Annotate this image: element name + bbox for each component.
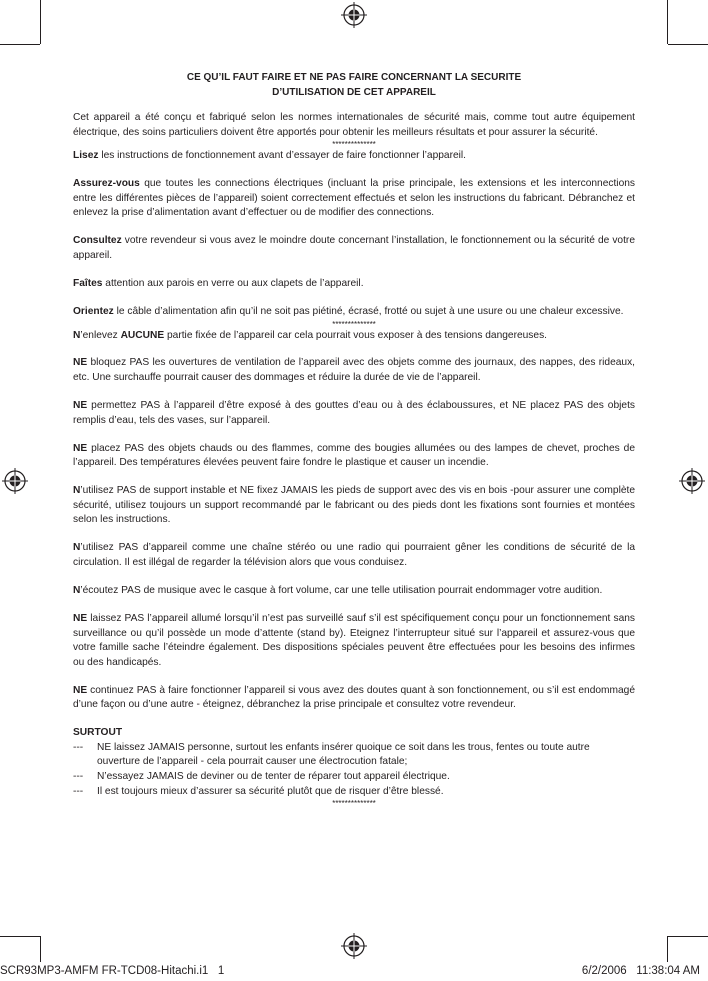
paragraph-driving	[73, 541, 635, 570]
paragraph-ventilation	[73, 356, 635, 385]
separator: **************	[332, 140, 376, 150]
crop-mark	[40, 0, 41, 44]
paragraph-unattended	[73, 612, 635, 670]
list-item-text: N’essayez JAMAIS de deviner ou de tenter de réparer tout appareil électrique.	[97, 771, 450, 783]
paragraph-lead: N	[73, 542, 81, 554]
paragraph-text: laissez PAS l’appareil allumé lorsqu’il n’est pas surveillé sauf s’il est spécifiquement conçu pour un fonctionnement sans surveillance ou qu’il possède un mode d’attente (stand by). Eteignez l’interrupteur situé sur l’appareil et assurez-vous que votre famille sache l’éteindre également. Des dispositions spéciales peuvent être effectuées pour les besoins des infirmes ou des handicapés.	[73, 612, 635, 668]
paragraph-text: partie fixée de l’appareil car cela pourrait vous exposer à des tensions dangereuses.	[164, 329, 547, 341]
paragraph-lead: NE	[73, 442, 88, 454]
paragraph-lead: NE	[73, 612, 88, 624]
paragraph-text: attention aux parois en verre ou aux clapets de l’appareil.	[102, 277, 364, 289]
crop-mark	[0, 44, 40, 45]
paragraph-text: ’utilisez PAS de support instable et NE fixez JAMAIS les pieds de support avec des vis en bois -pour assurer une complète sécurité, utilisez toujours un support recommandé par le fabricant ou des pieds dont les fixations sont fournies et montées selon les instructions.	[73, 485, 635, 526]
paragraph-text: que toutes les connections électriques (incluant la prise principale, les extensions et les interconnections entre les différentes pièces de l’appareil) soient correctement effectués et selon les instructions du fabricant. Débranchez et enlevez la prise d’alimentation avant d’effectuer ou de modifier des connections.	[73, 178, 635, 219]
paragraph-assurez-vous	[73, 177, 635, 221]
list-dash: ---	[73, 771, 84, 783]
registration-mark-icon	[677, 466, 707, 496]
paragraph-lead: N	[73, 485, 81, 497]
crop-mark	[667, 936, 668, 962]
paragraph-faites	[73, 277, 635, 292]
paragraph-text: les instructions de fonctionnement avant d’essayer de faire fonctionner l’appareil.	[98, 150, 467, 162]
separator: **************	[332, 799, 376, 809]
title-line-1: CE QU’IL FAUT FAIRE ET NE PAS FAIRE CONCERNANT LA SECURITE	[186, 72, 522, 83]
paragraph-lead: NE	[73, 357, 88, 369]
paragraph-lead: Orientez	[73, 305, 114, 317]
title-line-2: D’UTILISATION DE CET APPAREIL	[272, 87, 436, 98]
list-item-text: Il est toujours mieux d’assurer sa sécurité plutôt que de risquer d’être blessé.	[97, 785, 444, 797]
paragraph-text: placez PAS des objets chauds ou des flammes, comme des bougies allumées ou des lampes de chevet, proches de l’appareil. Des températures élevées peuvent faire fondre le plastique et causer un incendie.	[73, 442, 635, 469]
paragraph-text: le câble d’alimentation afin qu’il ne soit pas piétiné, écrasé, frotté ou sujet à une usure ou une chaleur excessive.	[113, 305, 624, 317]
paragraph-text: ’écoutez PAS de musique avec le casque à fort volume, car une telle utilisation pourrait endommager votre audition.	[80, 584, 603, 596]
paragraph-flames	[73, 442, 635, 471]
footer-file-info: SCR93MP3-AMFM FR-TCD08-Hitachi.i1 1	[0, 965, 225, 977]
paragraph-emphasis: AUCUNE	[120, 329, 165, 341]
paragraph-lead: Assurez-vous	[73, 178, 140, 190]
crop-mark	[40, 936, 41, 962]
separator: **************	[332, 319, 376, 329]
paragraph-lisez	[73, 149, 635, 164]
safety-content	[73, 111, 635, 808]
list-item	[73, 785, 635, 800]
paragraph-lead: NE	[73, 400, 88, 412]
list-dash: ---	[73, 785, 84, 797]
crop-mark	[668, 936, 708, 937]
list-item	[73, 770, 635, 785]
paragraph-text: votre revendeur si vous avez le moindre doute concernant l’installation, le fonctionnement ou la sécurité de votre appareil.	[73, 235, 635, 261]
paragraph-lead: N	[73, 584, 81, 596]
paragraph-doubts	[73, 684, 635, 713]
paragraph-lead: Consultez	[73, 235, 122, 247]
paragraph-text: ’enlevez	[80, 329, 121, 341]
registration-mark-icon	[339, 931, 369, 961]
page-title	[72, 70, 636, 100]
paragraph-lead: N	[73, 329, 81, 341]
registration-mark-icon	[0, 466, 30, 496]
paragraph-consultez	[73, 234, 635, 263]
paragraph-text: bloquez PAS les ouvertures de ventilation de l’appareil avec des objets comme des journaux, des nappes, des rideaux, etc. Une surchauffe pourrait causer des dommages et réduire la durée de vie de l’appareil.	[73, 357, 635, 384]
intro-paragraph: Cet appareil a été conçu et fabriqué selon les normes internationales de sécurité mais, comme tout autre équipement électrique, des soins particuliers doivent être apportés pour obtenir les meilleurs résultats et pour assurer la sécurité.	[73, 112, 635, 138]
surtout-heading: SURTOUT	[73, 727, 123, 739]
paragraph-lead: Faîtes	[73, 277, 103, 289]
crop-mark	[0, 936, 40, 937]
list-item	[73, 741, 635, 770]
paragraph-text: ’utilisez PAS d’appareil comme une chaîne stéréo ou une radio qui pourraient gêner les conditions de sécurité de la circulation. Il est illégal de regarder la télévision alors que vous conduisez.	[73, 542, 635, 568]
footer-timestamp: 6/2/2006 11:38:04 AM	[581, 965, 700, 977]
paragraph-text: continuez PAS à faire fonctionner l’appareil si vous avez des doutes quant à son fonctionnement, ou s’il est endommagé d’une façon ou d’une autre - éteignez, débranchez la prise principale et consultez votre revendeur.	[73, 684, 635, 711]
crop-mark	[667, 0, 668, 44]
list-dash: ---	[73, 741, 84, 753]
paragraph-water	[73, 399, 635, 428]
paragraph-support	[73, 484, 635, 528]
registration-mark-icon	[339, 0, 369, 30]
paragraph-lead: Lisez	[73, 150, 99, 162]
crop-mark	[668, 44, 708, 45]
paragraph-lead: NE	[73, 684, 88, 696]
paragraph-headphones	[73, 584, 635, 599]
list-item-text: NE laissez JAMAIS personne, surtout les enfants insérer quoique ce soit dans les trous, fentes ou toute autre ouverture de l’appareil - cela pourrait causer une électrocution fatale;	[97, 741, 590, 768]
paragraph-text: permettez PAS à l’appareil d’être exposé à des gouttes d’eau ou à des éclaboussures, et NE placez PAS des objets remplis d’eau, tels des vases, sur l’appareil.	[73, 400, 635, 426]
paragraph-orientez	[73, 305, 635, 320]
paragraph-nenlevez	[73, 329, 635, 344]
